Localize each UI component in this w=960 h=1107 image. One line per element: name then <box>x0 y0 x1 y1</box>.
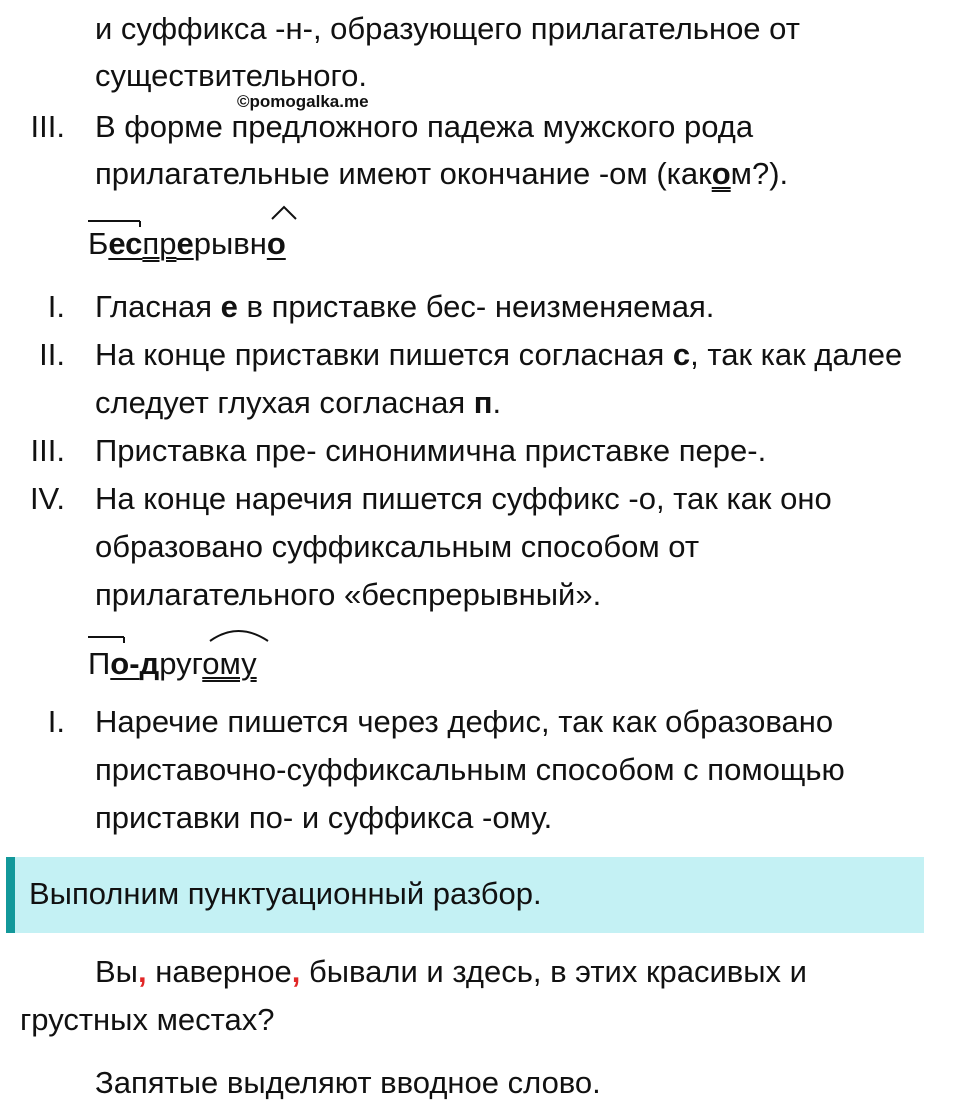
list-item: Приставка пре- синонимична приставке пере-. <box>95 433 767 468</box>
list-item-continuation: образовано суффиксальным способом от <box>95 529 700 564</box>
list-numeral: III. <box>30 433 65 468</box>
list-item-continuation <box>95 384 501 421</box>
morpheme-word-1 <box>88 225 286 262</box>
list-numeral: IV. <box>29 481 65 516</box>
list-item <box>95 288 714 325</box>
highlighted-comma: , <box>137 954 147 989</box>
bold-letter: с <box>672 337 691 372</box>
bold-letter: е <box>220 289 238 324</box>
text-segment: прилагательные имеют окончание -ом (как <box>95 156 712 191</box>
word-part: П <box>88 646 111 681</box>
text-segment: наверное <box>146 954 292 989</box>
morpheme-marks <box>88 205 308 225</box>
list-item-continuation: приставки по- и суффикса -ому. <box>95 800 553 835</box>
word-part: ому <box>202 646 257 681</box>
word-part-orthogram: о <box>266 226 286 261</box>
morpheme-word-2 <box>88 645 257 682</box>
example-sentence-continuation: грустных местах? <box>20 1002 275 1037</box>
list-item: Наречие пишется через дефис, так как образовано <box>95 704 834 739</box>
root-arc-mark <box>210 631 268 641</box>
section-header-title: Выполним пунктуационный разбор. <box>29 876 542 911</box>
bold-letter: п <box>473 385 493 420</box>
list-numeral: II. <box>39 337 65 372</box>
word-part: Б <box>88 226 109 261</box>
list-item-continuation: приставочно-суффиксальным способом с помощью <box>95 752 845 787</box>
text-segment: Вы <box>95 954 138 989</box>
list-numeral: III. <box>30 109 65 144</box>
ending-mark: о <box>711 156 731 191</box>
text-line: В форме предложного падежа мужского рода <box>95 109 754 144</box>
word-part: руг <box>159 646 203 681</box>
text-segment: м?). <box>730 156 789 191</box>
word-part-orthogram: д <box>139 646 160 681</box>
list-item-continuation: прилагательного «беспрерывный». <box>95 577 602 612</box>
text-line: и суффикса -н-, образующего прилагательное от <box>95 11 800 46</box>
text-segment: следует глухая согласная <box>95 385 474 420</box>
text-segment: бывали и здесь, в этих красивых и <box>300 954 807 989</box>
text-line <box>95 155 788 192</box>
word-part: пр <box>142 226 177 261</box>
text-segment: . <box>492 385 502 420</box>
section-header <box>6 857 924 933</box>
list-numeral: I. <box>47 704 65 739</box>
example-sentence <box>95 953 807 990</box>
list-item <box>95 336 902 373</box>
suffix-mark <box>272 207 296 219</box>
text-segment: в приставке бес- неизменяемая. <box>237 289 715 324</box>
watermark: ©pomogalka.me <box>237 92 369 111</box>
morpheme-marks <box>88 625 288 645</box>
highlighted-comma: , <box>291 954 301 989</box>
text-segment: На конце приставки пишется согласная <box>95 337 673 372</box>
list-item: На конце наречия пишется суффикс -о, так как оно <box>95 481 832 516</box>
list-numeral: I. <box>47 289 65 324</box>
text-segment: , так как далее <box>690 337 903 372</box>
conclusion-text: Запятые выделяют вводное слово. <box>95 1065 601 1100</box>
word-part-orthogram: о- <box>110 646 140 681</box>
word-part-orthogram: ес <box>108 226 143 261</box>
text-segment: Гласная <box>95 289 221 324</box>
word-part: рывн <box>193 226 267 261</box>
text-line: существительного. <box>95 58 368 93</box>
word-part-orthogram: е <box>176 226 194 261</box>
